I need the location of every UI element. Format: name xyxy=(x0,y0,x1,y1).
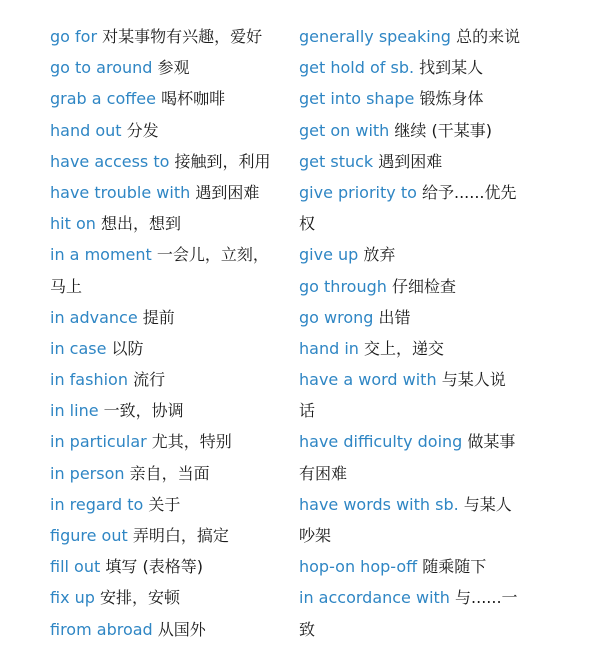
phrase-row xyxy=(299,271,599,302)
phrase-chinese: 遇到困难 xyxy=(195,182,260,202)
phrase-english: in regard to xyxy=(50,494,144,514)
phrase-english: generally speaking xyxy=(299,27,451,46)
phrase-english: in advance xyxy=(50,307,138,327)
phrase-english: in a moment xyxy=(50,245,152,265)
phrase-chinese: 喝杯咖啡 xyxy=(161,89,226,109)
phrase-row xyxy=(50,302,290,333)
phrase-chinese: 致 xyxy=(299,619,316,639)
phrase-chinese: 亲自，当面 xyxy=(129,463,210,483)
phrase-row xyxy=(50,239,290,270)
phrase-row xyxy=(50,208,290,239)
phrase-chinese: 出错 xyxy=(378,307,411,327)
phrase-row xyxy=(299,115,599,146)
phrase-column-right xyxy=(299,21,599,645)
phrase-english: go through xyxy=(299,276,387,296)
phrase-chinese: 对某事物有兴趣，爱好 xyxy=(102,27,263,46)
phrase-row xyxy=(50,271,290,302)
phrase-chinese: 一致，协调 xyxy=(103,401,184,421)
phrase-chinese: 从国外 xyxy=(157,619,206,639)
phrase-row xyxy=(299,458,599,489)
phrase-row xyxy=(50,520,290,551)
phrase-english: go wrong xyxy=(299,307,374,327)
phrase-chinese: 想出，想到 xyxy=(100,214,181,234)
phrase-english: have access to xyxy=(50,151,170,171)
phrase-row xyxy=(50,614,290,645)
phrase-chinese: 以防 xyxy=(111,338,144,358)
phrase-column-left xyxy=(50,21,290,645)
phrase-row xyxy=(50,146,290,177)
phrase-row xyxy=(299,364,599,395)
phrase-english: get on with xyxy=(299,120,390,140)
phrase-row xyxy=(50,489,290,520)
phrase-english: have words with sb. xyxy=(299,494,459,514)
phrase-row xyxy=(299,21,599,52)
phrase-chinese: 弄明白，搞定 xyxy=(132,526,229,545)
phrase-english: in person xyxy=(50,463,125,483)
phrase-row xyxy=(299,208,599,239)
phrase-chinese: 遇到困难 xyxy=(378,151,443,171)
phrase-chinese: 吵架 xyxy=(299,526,332,545)
phrase-row xyxy=(50,551,290,582)
phrase-english: hand in xyxy=(299,338,359,358)
phrase-row xyxy=(299,551,599,582)
phrase-chinese: 仔细检查 xyxy=(392,276,457,296)
phrase-chinese: 继续 (干某事) xyxy=(394,120,492,140)
phrase-row xyxy=(299,52,599,83)
phrase-row xyxy=(50,83,290,114)
phrase-row xyxy=(50,333,290,364)
phrase-row xyxy=(50,52,290,83)
phrase-chinese: 填写 (表格等) xyxy=(105,557,203,577)
phrase-english: firom abroad xyxy=(50,619,153,639)
phrase-row xyxy=(299,177,599,208)
phrase-row xyxy=(50,21,290,52)
phrase-chinese: 参观 xyxy=(157,58,190,78)
phrase-english: have difficulty doing xyxy=(299,432,463,452)
phrase-english: grab a coffee xyxy=(50,89,156,109)
phrase-chinese: 权 xyxy=(299,214,316,234)
phrase-row xyxy=(299,582,599,613)
phrase-chinese: 与......一 xyxy=(455,588,518,608)
phrase-chinese: 与某人 xyxy=(463,494,512,514)
phrase-row xyxy=(299,83,599,114)
phrase-chinese: 随乘随下 xyxy=(422,557,487,577)
phrase-chinese: 放弃 xyxy=(363,245,396,265)
phrase-chinese: 关于 xyxy=(148,494,181,514)
phrase-english: have trouble with xyxy=(50,182,191,202)
phrase-english: hop-on hop-off xyxy=(299,557,418,577)
phrase-chinese: 有困难 xyxy=(299,463,348,483)
phrase-chinese: 做某事 xyxy=(467,432,516,452)
phrase-english: hit on xyxy=(50,214,96,234)
phrase-row xyxy=(50,426,290,457)
phrase-chinese: 与某人说 xyxy=(441,370,506,390)
phrase-english: hand out xyxy=(50,120,122,140)
phrase-english: go for xyxy=(50,27,98,46)
phrase-row xyxy=(50,115,290,146)
phrase-english: get stuck xyxy=(299,151,374,171)
phrase-english: in fashion xyxy=(50,370,128,390)
phrase-english: get hold of sb. xyxy=(299,58,415,78)
phrase-chinese: 流行 xyxy=(133,370,166,390)
phrase-chinese: 找到某人 xyxy=(419,58,484,78)
phrase-chinese: 分发 xyxy=(126,120,159,140)
phrase-chinese: 锻炼身体 xyxy=(419,89,484,109)
phrase-english: fill out xyxy=(50,557,101,577)
phrase-chinese: 交上，递交 xyxy=(364,338,445,358)
phrase-row xyxy=(50,458,290,489)
phrase-english: have a word with xyxy=(299,370,437,390)
phrase-english: in case xyxy=(50,338,107,358)
phrase-row xyxy=(299,395,599,426)
phrase-chinese: 马上 xyxy=(50,276,83,296)
phrase-row xyxy=(50,364,290,395)
phrase-english: in line xyxy=(50,401,99,421)
phrase-english: in accordance with xyxy=(299,588,450,608)
phrase-row xyxy=(299,146,599,177)
phrase-chinese: 给予......优先 xyxy=(421,182,517,202)
phrase-chinese: 接触到，利用 xyxy=(174,151,271,171)
phrase-row xyxy=(299,302,599,333)
phrase-chinese: 总的来说 xyxy=(456,27,521,46)
phrase-english: figure out xyxy=(50,526,128,545)
phrase-row xyxy=(50,177,290,208)
phrase-english: give up xyxy=(299,245,359,265)
phrase-row xyxy=(299,426,599,457)
phrase-chinese: 安排，安顿 xyxy=(100,588,181,608)
phrase-chinese: 一会儿，立刻， xyxy=(156,245,269,265)
phrase-chinese: 尤其，特别 xyxy=(151,432,232,452)
phrase-english: fix up xyxy=(50,588,95,608)
phrase-row xyxy=(299,489,599,520)
phrase-chinese: 话 xyxy=(299,401,316,421)
phrase-english: get into shape xyxy=(299,89,415,109)
phrase-row xyxy=(299,333,599,364)
phrase-english: in particular xyxy=(50,432,147,452)
phrase-english: give priority to xyxy=(299,182,417,202)
phrase-row xyxy=(299,614,599,645)
phrase-row xyxy=(50,395,290,426)
phrase-chinese: 提前 xyxy=(142,307,175,327)
phrase-english: go to around xyxy=(50,58,153,78)
phrase-row xyxy=(299,239,599,270)
phrase-row xyxy=(299,520,599,551)
phrase-row xyxy=(50,582,290,613)
